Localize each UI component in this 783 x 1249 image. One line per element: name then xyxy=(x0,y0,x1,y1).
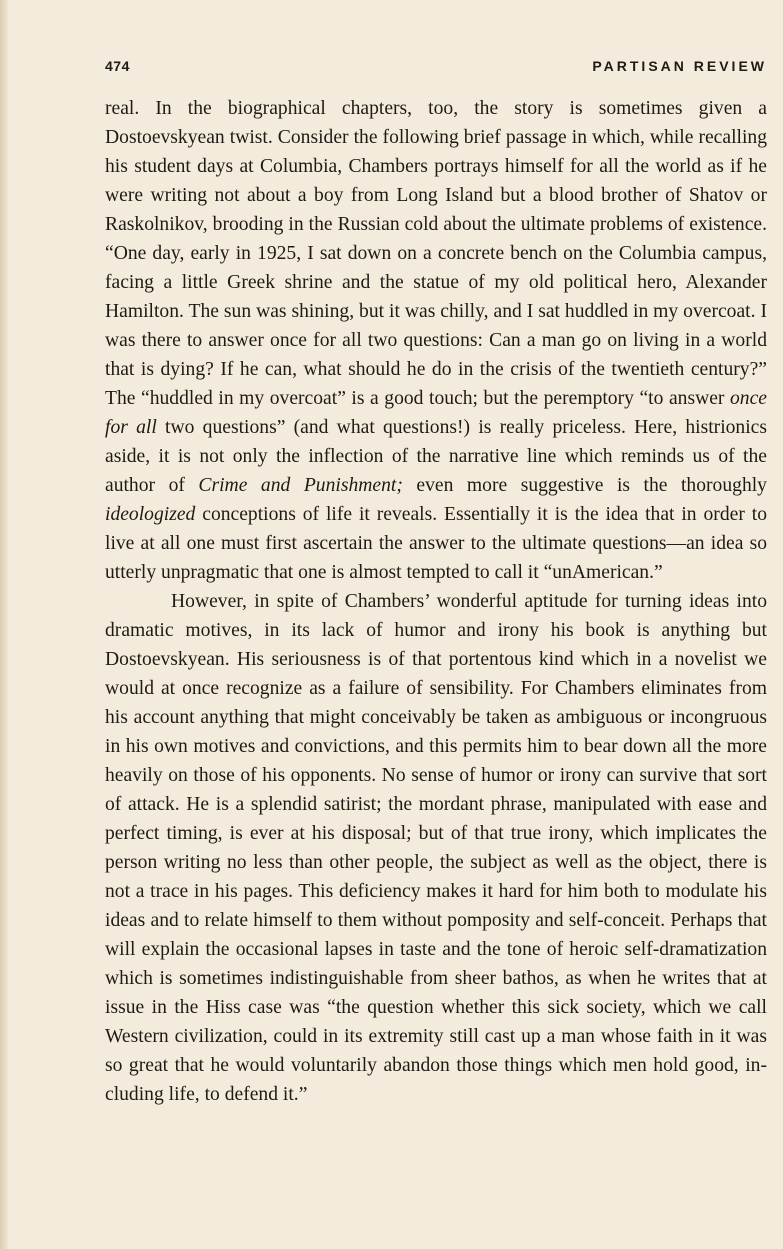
paragraph-2 xyxy=(105,587,767,1109)
italic-book-title: Crime and Punishment; xyxy=(198,475,403,496)
journal-title: PARTISAN REVIEW xyxy=(592,58,767,74)
article-body xyxy=(105,94,767,1109)
text-run: real. In the biographical chapters, too, the story is sometimes given a Dostoevskyean twist. Consider the following brief passage in which, while recalling his student days at Columbia, Chambers portrays himself for all the world as if he were writing not about a boy from Long Island but a blood brother of Shatov or Raskolnikov, brooding in the Russian cold about the ultimate problems of existence. “One day, early in 1925, I sat down on a concrete bench on the Columbia campus, facing a little Greek shrine and the statue of my old political hero, Alexander Hamilton. The sun was shining, but it was chilly, and I sat huddled in my overcoat. I was there to answer once for all two questions: Can a man go on living in a world that is dying? If he can, what should he do in the crisis of the twentieth century?” The “huddled in my overcoat” is a good touch; but the peremptory “to answer xyxy=(105,98,767,409)
italic-word-ideologized: ideologized xyxy=(105,504,196,525)
text-run: conceptions of life it reveals. Essentially it is the idea that in order to live at all one must first ascertain the answer to the ultimate questions—an idea so utterly unpragmatic that one is almost tempted to call it “unAmerican.” xyxy=(105,504,767,583)
paragraph-1 xyxy=(105,94,767,587)
running-head xyxy=(105,58,767,80)
italic-phrase-once-for-all: once for all xyxy=(105,388,767,438)
text-run: However, in spite of Chambers’ wonderful aptitude for turning ideas into dramatic motives, in its lack of humor and irony his book is anything but Dostoevskyean. His seriousness is of that portentous kind which in a novelist we would at once recognize as a failure of sensibility. For Chambers eliminates from his account anything that might conceivably be taken as ambiguous or incongruous in his own motives and convictions, and this permits him to bear down all the more heavily on those of his opponents. No sense of humor or irony can survive that sort of attack. He is a splendid satirist; the mordant phrase, manipulated with ease and perfect timing, is ever at his disposal; but of that true irony, which implicates the person writing no less than other people, the subject as well as the object, there is not a trace in his pages. This deficiency makes it hard for him both to modulate his ideas and to relate himself to them without pomposity and self-conceit. Perhaps that will explain the occasional lapses in taste and the tone of heroic self-dramatization which is sometimes indistinguishable from sheer bathos, as when he writes that at issue in the Hiss case was “the question whether this sick society, which we call Western civilization, could in its extremity still cast up a man whose faith in it was so great that he would voluntarily abandon those things which men hold good, including life, to defend it.” xyxy=(105,591,767,1105)
page-number: 474 xyxy=(105,58,130,74)
text-run: two questions” (and what questions!) is really priceless. Here, histrionics aside, it is not only the inflection of the narrative line which reminds us of the author of xyxy=(105,417,767,496)
page-edge-shadow xyxy=(0,0,8,1249)
text-run: even more suggestive is the thoroughly xyxy=(402,475,767,496)
